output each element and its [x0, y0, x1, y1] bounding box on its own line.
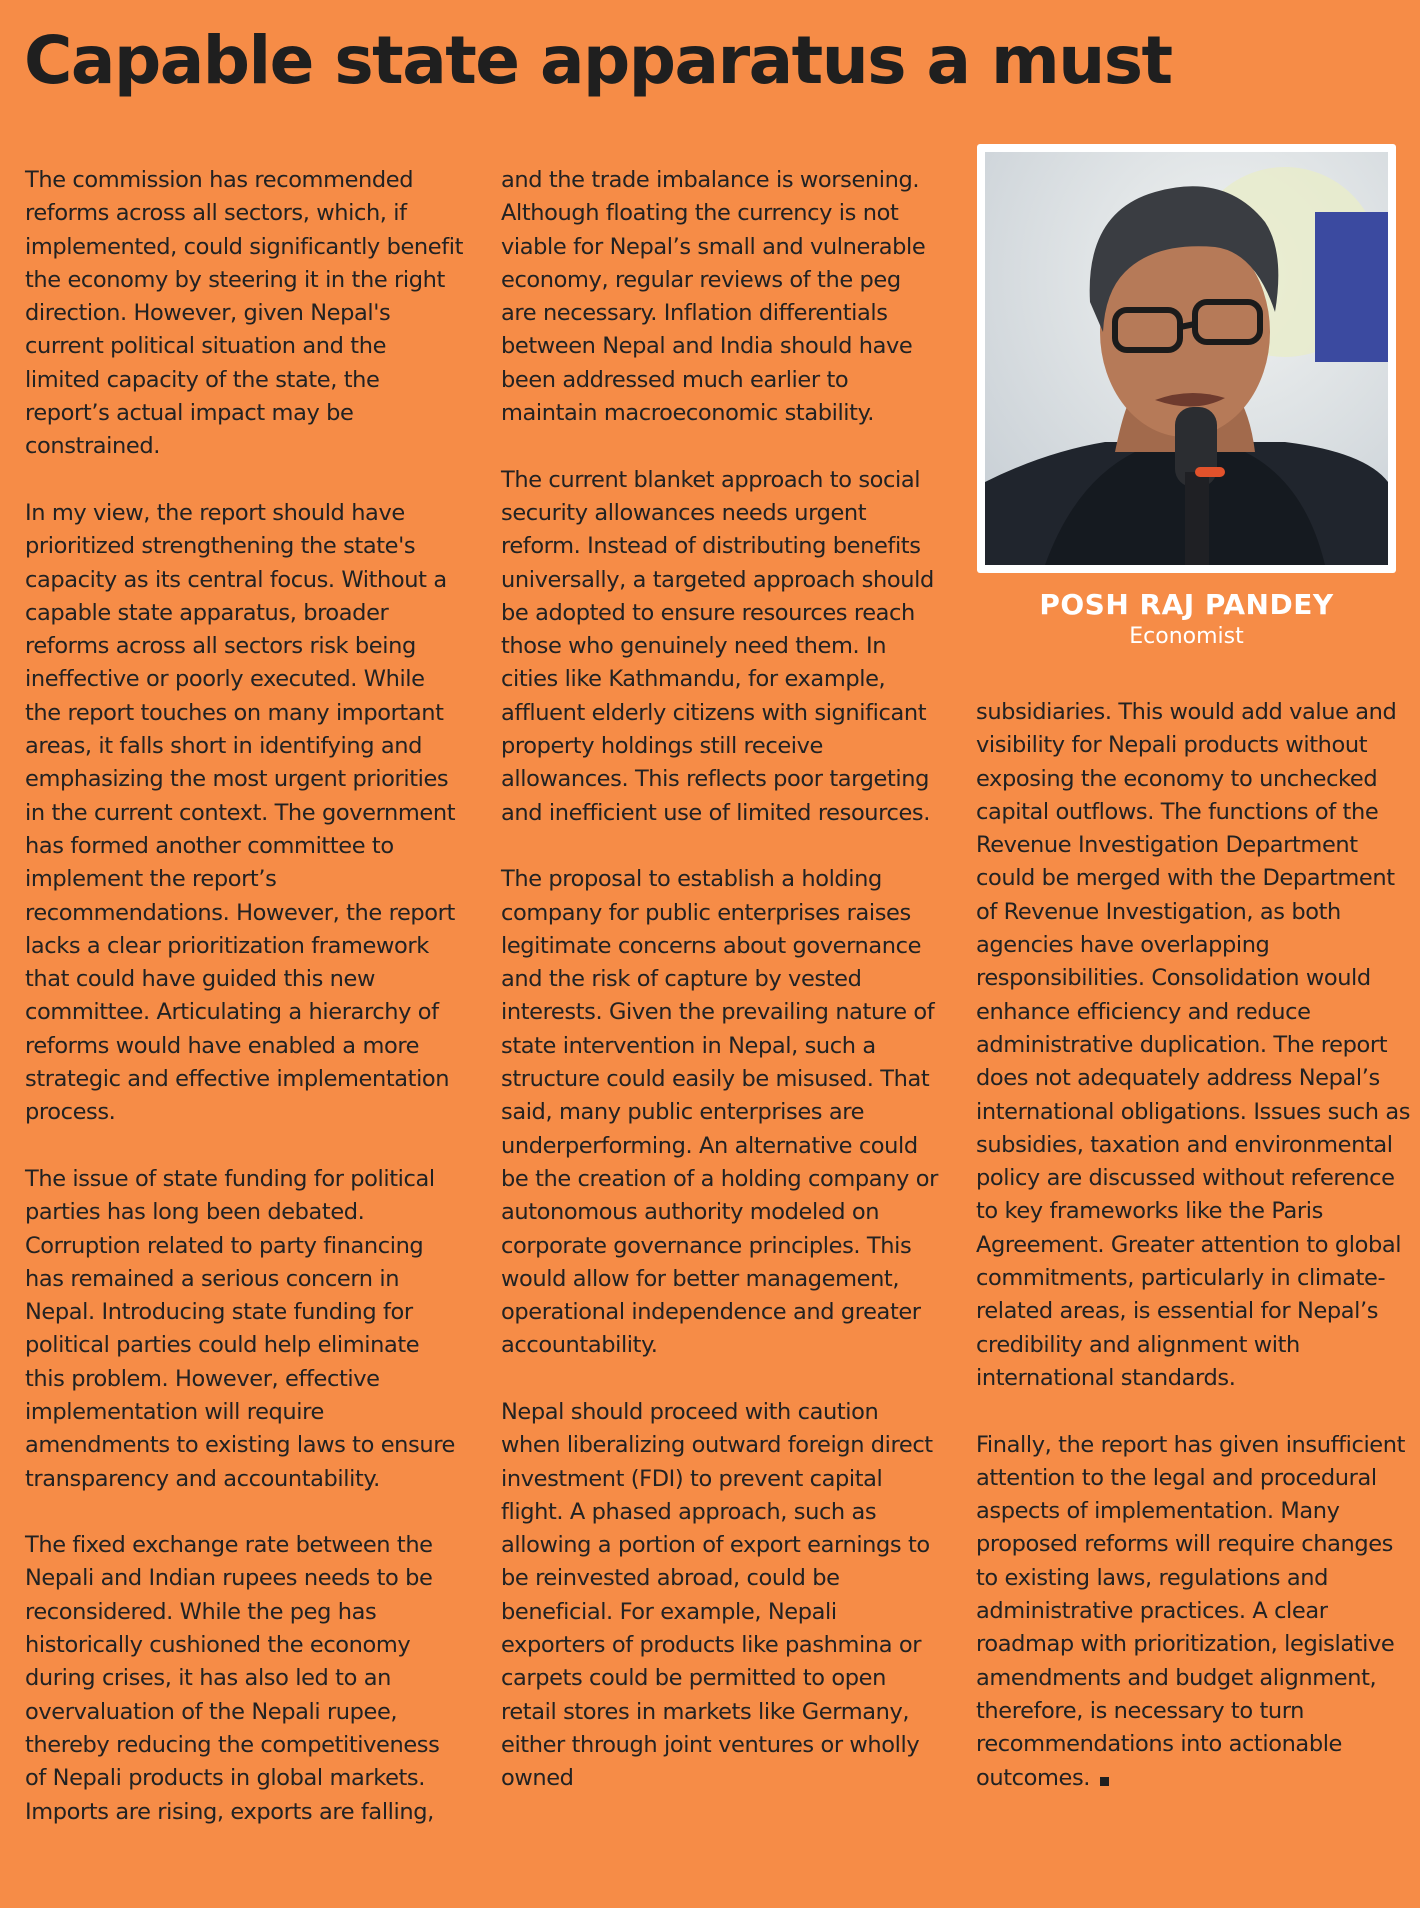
paragraph: The current blanket approach to social security allowances needs urgent reform. Instead of distributing benefits universally, a targeted approach should be adopted to ensure resources reach those who genuinely need them. In cities like Kathmandu, for example, affluent elderly citizens with significant property holdings still receive allowances. This reflects poor targeting and inefficient use of limited resources. [501, 466, 934, 826]
paragraph: The issue of state funding for political parties has long been debated. Corruption related to party financing has remained a serious concern in Nepal. Introducing state funding for political parties could help eliminate this problem. However, effective implementation will require amendments to existing laws to ensure transparency and accountability. [25, 1165, 455, 1492]
end-mark-icon [1100, 1777, 1109, 1786]
article-column-1 [25, 164, 465, 1829]
headline: Capable state apparatus a must [24, 22, 1172, 99]
paragraph: The proposal to establish a holding company for public enterprises raises legitimate concerns about governance and the risk of capture by vested interests. Given the prevailing nature of state intervention in Nepal, such a structure could easily be misused. That said, many public enterprises are underperforming. An alternative could be the creation of a holding company or autonomous authority modeled on corporate governance principles. This would allow for better management, operational independence and greater accountability. [501, 866, 938, 1359]
paragraph: subsidiaries. This would add value and visibility for Nepali products without exposing the economy to unchecked capital outflows. The functions of the Revenue Investigation Department could be merged with the Department of Revenue Investigation, as both agencies have overlapping responsibilities. Consolidation would enhance efficiency and reduce administrative duplication. The report does not adequately address Nepal’s international obligations. Issues such as subsidies, taxation and environmental policy are discussed without reference to key frameworks like the Paris Agreement. Greater attention to global commitments, particularly in climate-related areas, is essential for Nepal’s credibility and alignment with international standards. [976, 699, 1411, 1391]
paragraph: The commission has recommended reforms across all sectors, which, if implemented, could significantly benefit the economy by steering it in the right direction. However, given Nepal's current political situation and the limited capacity of the state, the report’s actual impact may be constrained. [25, 167, 464, 460]
author-name: POSH RAJ PANDEY [1039, 588, 1334, 621]
byline [977, 588, 1396, 652]
author-photo-frame [977, 144, 1396, 573]
author-role: Economist [1129, 624, 1244, 649]
article-column-2 [501, 164, 941, 1796]
article-column-3 [976, 696, 1416, 1795]
author-photo [985, 152, 1388, 565]
paragraph-final-text: Finally, the report has given insufficient attention to the legal and procedural aspects of implementation. Many proposed reforms will require changes to existing laws, regulations and administrative practices. A clear roadmap with prioritization, legislative amendments and budget alignment, therefore, is necessary to turn recommendations into actionable outcomes. [976, 1431, 1406, 1791]
paragraph: and the trade imbalance is worsening. Although floating the currency is not viable for Nepal’s small and vulnerable economy, regular reviews of the peg are necessary. Inflation differentials between Nepal and India should have been addressed much earlier to maintain macroeconomic stability. [501, 167, 926, 427]
paragraph: The fixed exchange rate between the Nepali and Indian rupees needs to be reconsidered. While the peg has historically cushioned the economy during crises, it has also led to an overvaluation of the Nepali rupee, thereby reducing the competitiveness of Nepali products in global markets. Imports are rising, exports are falling, [25, 1532, 440, 1825]
paragraph: Nepal should proceed with caution when liberalizing outward foreign direct investment (FDI) to prevent capital flight. A phased approach, such as allowing a portion of export earnings to be reinvested abroad, could be beneficial. For example, Nepali exporters of products like pashmina or carpets could be permitted to open retail stores in markets like Germany, either through joint ventures or wholly owned [501, 1398, 933, 1792]
paragraph-final [976, 1429, 1416, 1795]
paragraph: In my view, the report should have prioritized strengthening the state's capacity as its central focus. Without a capable state apparatus, broader reforms across all sectors risk being ineffective or poorly executed. While the report touches on many important areas, it falls short in identifying and emphasizing the most urgent priorities in the current context. The government has formed another committee to implement the report’s recommendations. However, the report lacks a clear prioritization framework that could have guided this new committee. Articulating a hierarchy of reforms would have enabled a more strategic and effective implementation process. [25, 499, 456, 1126]
